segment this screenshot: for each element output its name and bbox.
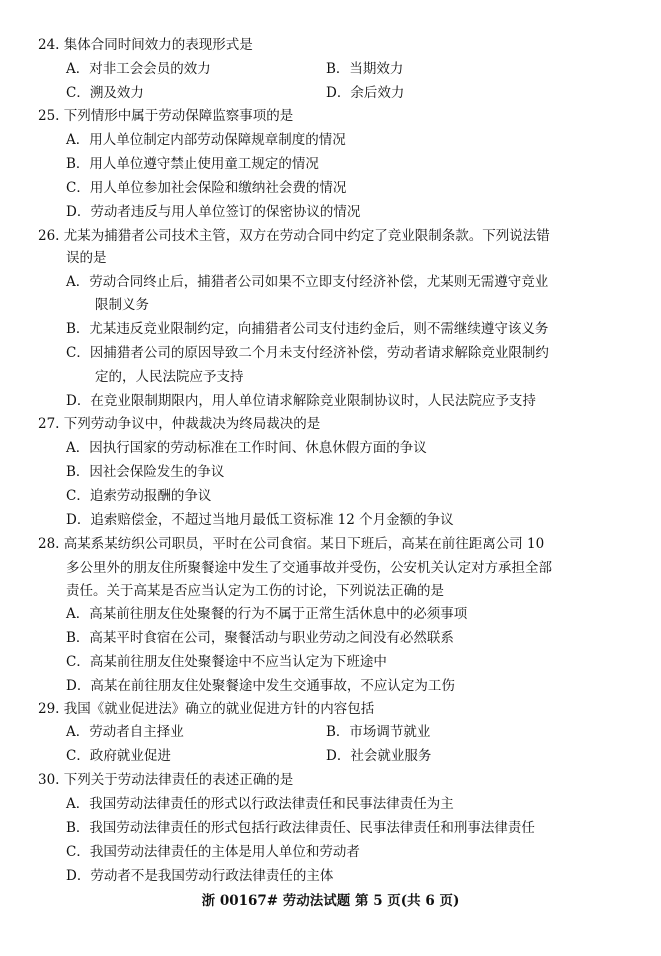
question-24-option-d: D．余后效力	[326, 85, 405, 101]
question-26-option-c-line-1: C．因捕猎者公司的原因导致二个月未支付经济补偿，劳动者请求解除竞业限制约	[66, 345, 549, 361]
question-24-stem: 24. 集体合同时间效力的表现形式是	[38, 37, 253, 53]
question-28-option-b: B．高某平时食宿在公司，聚餐活动与职业劳动之间没有必然联系	[66, 630, 454, 646]
question-25-stem: 25. 下列情形中属于劳动保障监察事项的是	[38, 108, 294, 124]
question-28-option-c: C．高某前往朋友住处聚餐途中不应当认定为下班途中	[66, 654, 387, 670]
question-28-option-a: A．高某前往朋友住处聚餐的行为不属于正常生活休息中的必须事项	[66, 606, 468, 622]
question-25-option-d: D．劳动者违反与用人单位签订的保密协议的情况	[66, 204, 361, 220]
question-29-option-c: C．政府就业促进	[66, 748, 171, 764]
question-26-option-d: D．在竞业限制期限内，用人单位请求解除竞业限制协议时，人民法院应予支持	[66, 393, 536, 409]
question-30-option-a: A．我国劳动法律责任的形式以行政法律责任和民事法律责任为主	[66, 796, 454, 812]
question-25-option-a: A．用人单位制定内部劳动保障规章制度的情况	[66, 132, 346, 148]
question-30-option-b: B．我国劳动法律责任的形式包括行政法律责任、民事法律责任和刑事法律责任	[66, 820, 535, 836]
question-26-option-b: B．尤某违反竞业限制约定，向捕猎者公司支付违约金后，则不需继续遵守该义务	[66, 321, 549, 337]
question-24-option-b: B．当期效力	[326, 61, 404, 77]
question-29-option-a: A．劳动者自主择业	[66, 724, 184, 740]
question-30-option-d: D．劳动者不是我国劳动行政法律责任的主体	[66, 868, 334, 884]
question-24-option-c: C．溯及效力	[66, 85, 144, 101]
question-28-stem-line-3: 责任。关于高某是否应当认定为工伤的讨论，下列说法正确的是	[66, 583, 444, 599]
question-26-stem-line-1: 26. 尤某为捕猎者公司技术主管，双方在劳动合同中约定了竞业限制条款。下列说法错	[38, 228, 550, 244]
question-26-stem-line-2: 误的是	[66, 250, 107, 266]
question-25-option-b: B．用人单位遵守禁止使用童工规定的情况	[66, 156, 319, 172]
question-26-option-a-line-2: 限制义务	[95, 297, 149, 313]
question-28-stem-line-2: 多公里外的朋友住所聚餐途中发生了交通事故并受伤，公安机关认定对方承担全部	[66, 560, 552, 576]
question-27-option-a: A．因执行国家的劳动标准在工作时间、休息休假方面的争议	[66, 440, 427, 456]
question-27-stem: 27. 下列劳动争议中，仲裁裁决为终局裁决的是	[38, 416, 321, 432]
page-footer: 浙 00167# 劳动法试题 第 5 页(共 6 页)	[201, 893, 460, 909]
question-26-option-a-line-1: A．劳动合同终止后，捕猎者公司如果不立即支付经济补偿，尤某则无需遵守竞业	[66, 274, 549, 290]
question-30-stem: 30. 下列关于劳动法律责任的表述正确的是	[38, 772, 294, 788]
question-28-stem-line-1: 28. 高某系某纺织公司职员，平时在公司食宿。某日下班后，高某在前往距离公司 10	[38, 536, 545, 552]
question-30-option-c: C．我国劳动法律责任的主体是用人单位和劳动者	[66, 844, 360, 860]
question-25-option-c: C．用人单位参加社会保险和缴纳社会费的情况	[66, 180, 347, 196]
question-24-option-a: A．对非工会会员的效力	[66, 61, 211, 77]
question-29-option-b: B．市场调节就业	[326, 724, 431, 740]
question-29-option-d: D．社会就业服务	[326, 748, 432, 764]
question-29-stem: 29. 我国《就业促进法》确立的就业促进方针的内容包括	[38, 701, 375, 717]
question-27-option-c: C．追索劳动报酬的争议	[66, 488, 212, 504]
question-27-option-b: B．因社会保险发生的争议	[66, 464, 225, 480]
question-26-option-c-line-2: 定的，人民法院应予支持	[95, 369, 244, 385]
question-28-option-d: D．高某在前往朋友住处聚餐途中发生交通事故，不应认定为工伤	[66, 678, 455, 694]
question-27-option-d: D．追索赔偿金，不超过当地月最低工资标准 12 个月金额的争议	[66, 512, 454, 528]
